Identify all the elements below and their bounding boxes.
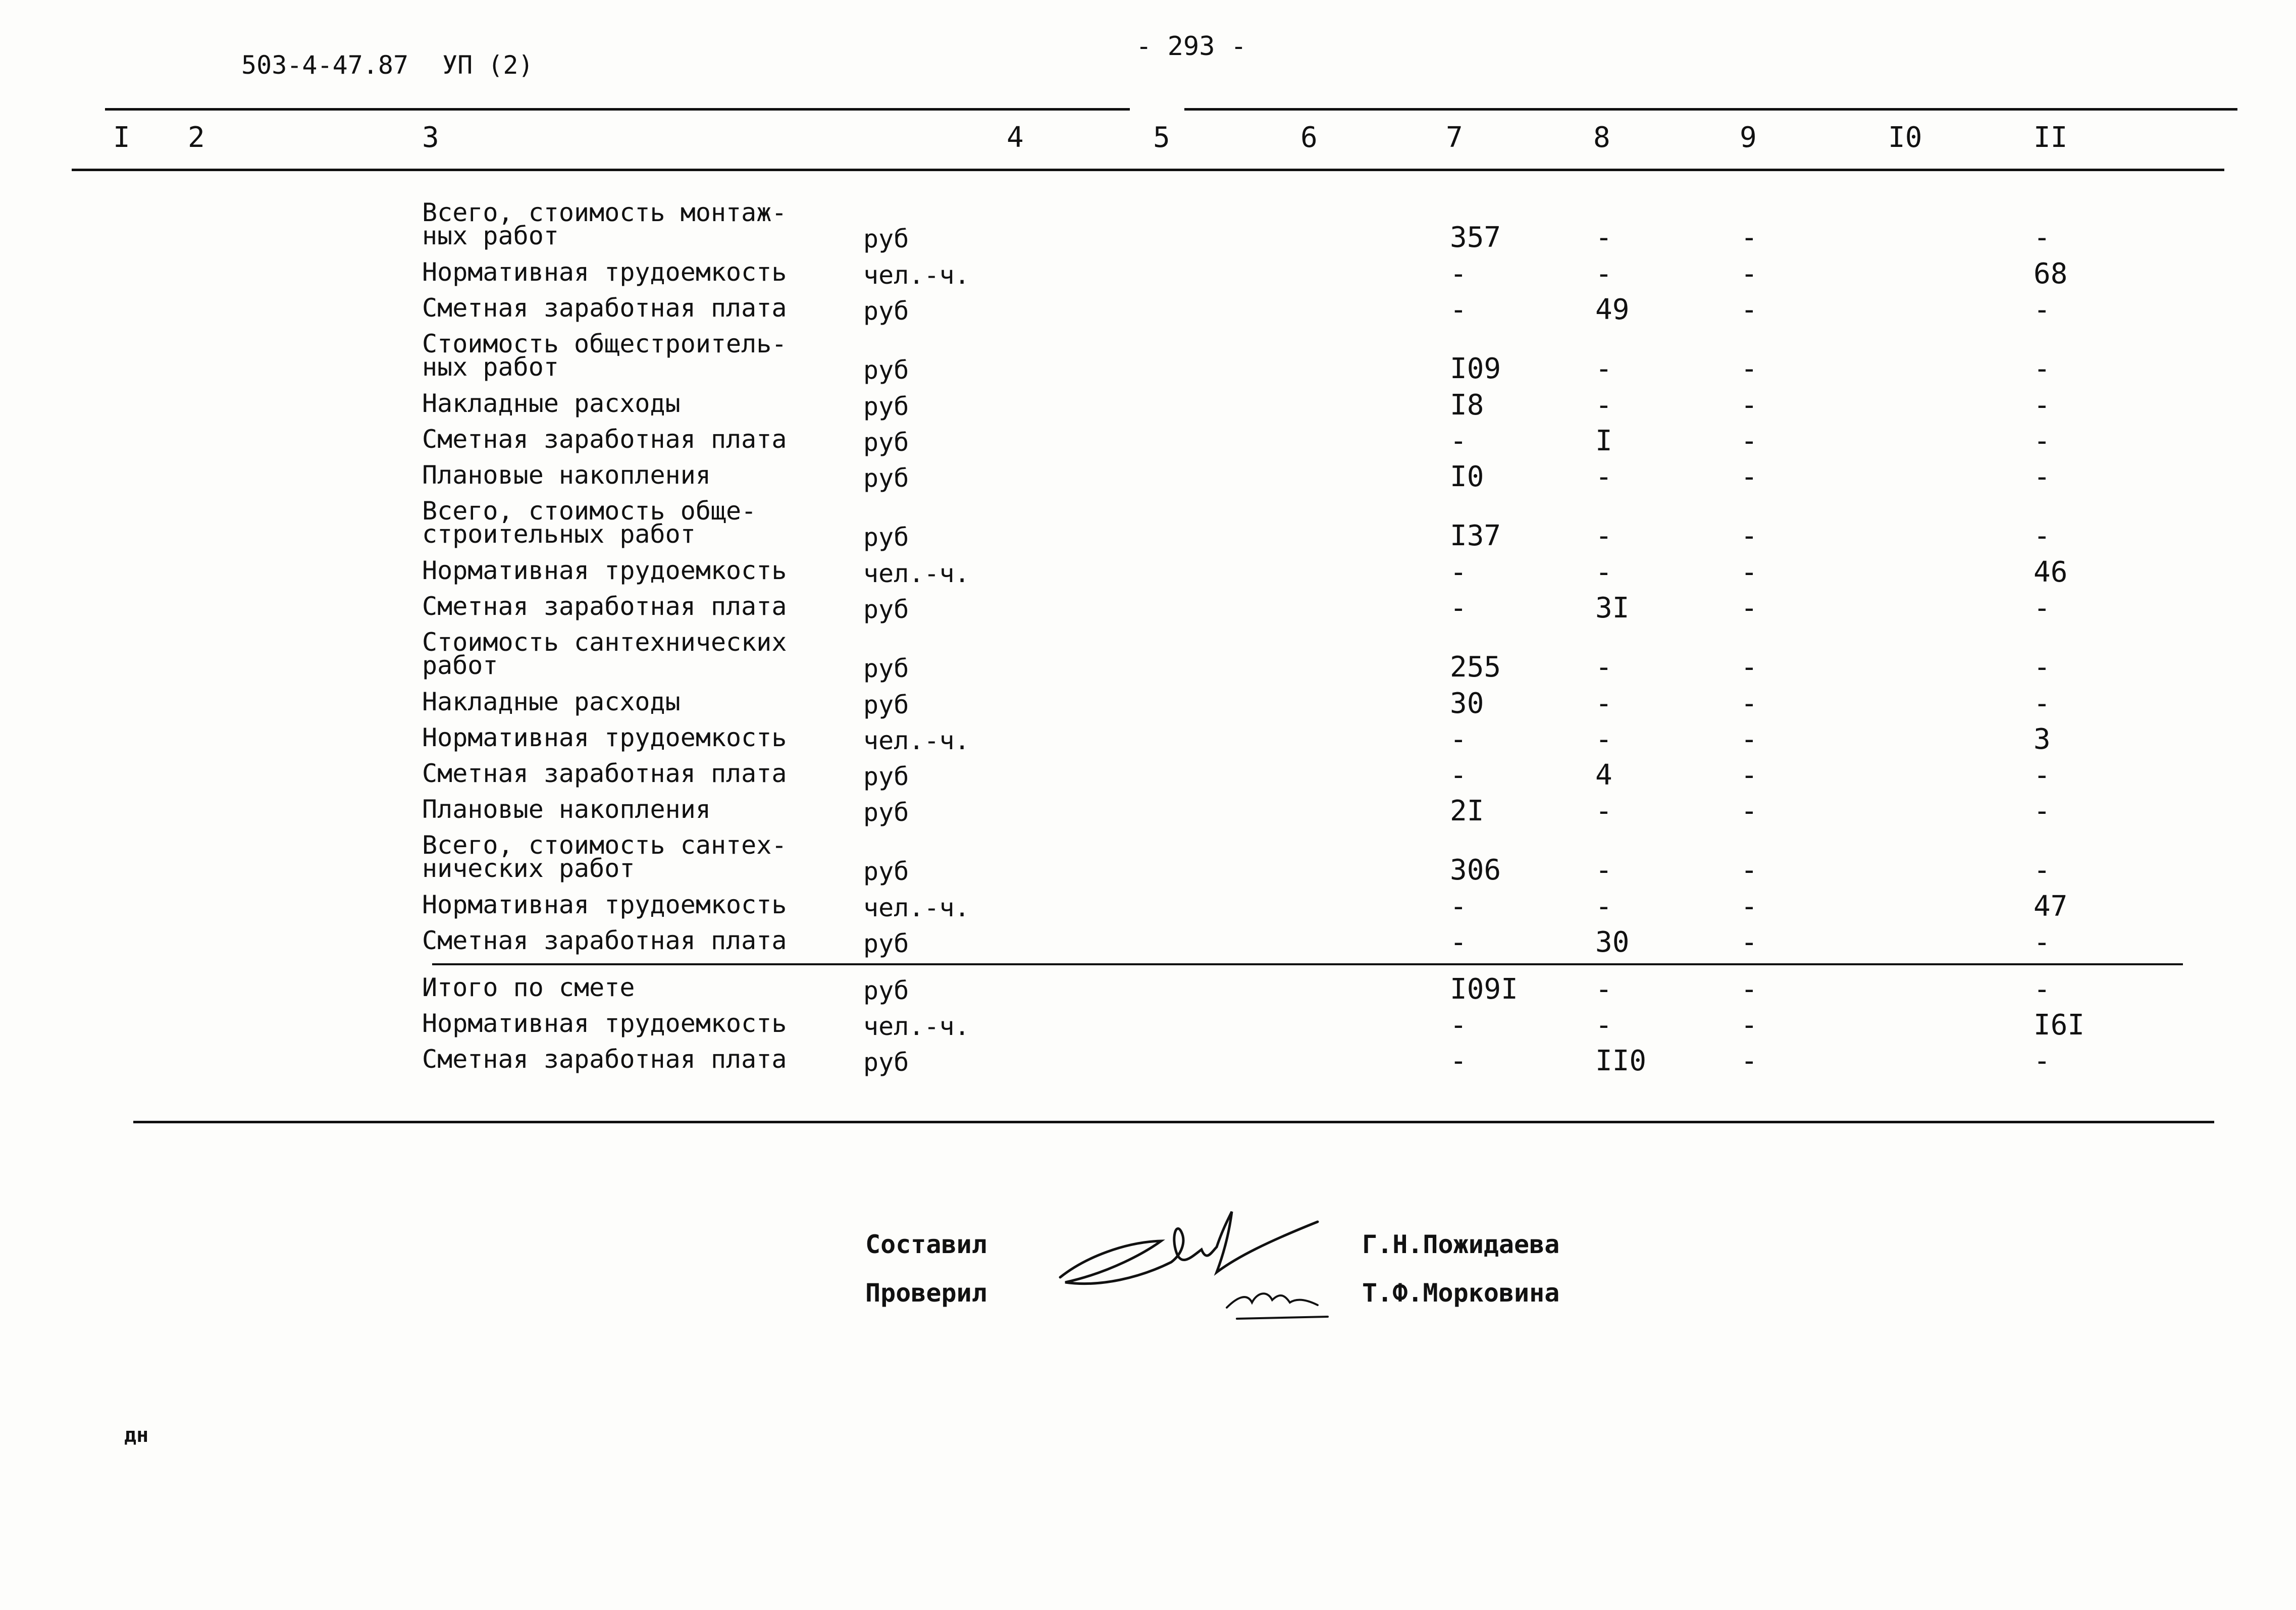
cell-col8: - [1595, 389, 1612, 422]
cell-col11: - [2033, 293, 2051, 326]
cell-col8: - [1595, 221, 1612, 254]
cell-col9: - [1741, 795, 1758, 827]
cell-col7: 2I [1450, 795, 1484, 827]
row-label: Сметная заработная плата [422, 592, 787, 621]
compiled-name: Г.Н.Пожидаева [1362, 1230, 1560, 1259]
cell-col8: - [1595, 890, 1612, 923]
row-label: Сметная заработная плата [422, 926, 787, 955]
row-label: Плановые накопления [422, 795, 711, 824]
cell-col7: - [1450, 293, 1467, 326]
row-unit: руб [863, 296, 909, 326]
cell-col7: 357 [1450, 221, 1501, 254]
row-unit: чел.-ч. [863, 726, 970, 755]
document-code: 503-4-47.87 [241, 50, 409, 80]
row-label: Стоимость сантехнических работ [422, 628, 787, 680]
cell-col7: - [1450, 556, 1467, 589]
cell-col9: - [1741, 651, 1758, 684]
cell-col9: - [1741, 1009, 1758, 1042]
cell-col7: - [1450, 759, 1467, 792]
cell-col9: - [1741, 723, 1758, 756]
cell-col8: - [1595, 520, 1612, 552]
cell-col11: - [2033, 1045, 2051, 1077]
row-unit: чел.-ч. [863, 893, 970, 922]
cell-col9: - [1741, 389, 1758, 422]
top-rule-left [105, 108, 1130, 111]
cell-col9: - [1741, 926, 1758, 959]
cell-col7: I37 [1450, 520, 1501, 552]
cell-col9: - [1741, 257, 1758, 290]
cell-col11: - [2033, 759, 2051, 792]
row-label: Нормативная трудоемкость [422, 1009, 787, 1038]
compiled-label: Составил [865, 1230, 987, 1259]
cell-col11: - [2033, 425, 2051, 457]
cell-col8: - [1595, 687, 1612, 720]
cell-col9: - [1741, 592, 1758, 625]
column-header: 6 [1300, 121, 1318, 154]
row-label: Сметная заработная плата [422, 425, 787, 454]
bottom-rule [133, 1121, 2214, 1123]
row-label: Нормативная трудоемкость [422, 556, 787, 585]
row-unit: чел.-ч. [863, 559, 970, 588]
cell-col7: - [1450, 257, 1467, 290]
cell-col7: I09I [1450, 973, 1518, 1006]
row-unit: руб [863, 762, 909, 791]
cell-col9: - [1741, 854, 1758, 887]
cell-col8: - [1595, 352, 1612, 385]
cell-col7: 30 [1450, 687, 1484, 720]
row-unit: руб [863, 690, 909, 719]
cell-col8: - [1595, 556, 1612, 589]
cell-col8: I [1595, 425, 1612, 457]
row-label: Сметная заработная плата [422, 1045, 787, 1074]
row-unit: руб [863, 355, 909, 385]
cell-col7: I0 [1450, 460, 1484, 493]
row-label: Стоимость общестроитель- ных работ [422, 329, 787, 382]
cell-col11: I6I [2033, 1009, 2085, 1042]
cell-col11: - [2033, 651, 2051, 684]
page-number: - 293 - [1136, 31, 1247, 62]
cell-col11: - [2033, 460, 2051, 493]
column-header: 2 [188, 121, 205, 154]
cell-col7: - [1450, 723, 1467, 756]
cell-col7: - [1450, 890, 1467, 923]
cell-col7: - [1450, 592, 1467, 625]
cell-col7: 255 [1450, 651, 1501, 684]
column-header: 5 [1153, 121, 1170, 154]
cell-col7: - [1450, 926, 1467, 959]
cell-col7: - [1450, 1045, 1467, 1077]
row-label: Сметная заработная плата [422, 293, 787, 323]
cell-col8: - [1595, 723, 1612, 756]
cell-col8: - [1595, 854, 1612, 887]
cell-col7: I09 [1450, 352, 1501, 385]
cell-col9: - [1741, 1045, 1758, 1077]
cell-col8: II0 [1595, 1045, 1647, 1077]
cell-col8: - [1595, 460, 1612, 493]
cell-col11: - [2033, 520, 2051, 552]
cell-col9: - [1741, 221, 1758, 254]
cell-col7: 306 [1450, 854, 1501, 887]
cell-col11: - [2033, 389, 2051, 422]
cell-col7: - [1450, 1009, 1467, 1042]
column-header: 3 [422, 121, 439, 154]
header-rule [72, 169, 2224, 171]
row-label: Итого по смете [422, 973, 635, 1002]
row-label: Плановые накопления [422, 460, 711, 490]
row-unit: чел.-ч. [863, 1012, 970, 1041]
row-unit: руб [863, 1048, 909, 1077]
row-label: Всего, стоимость монтаж- ных работ [422, 198, 787, 250]
cell-col8: 4 [1595, 759, 1612, 792]
checked-name: Т.Ф.Морковина [1362, 1278, 1560, 1308]
row-unit: руб [863, 392, 909, 421]
top-rule-right [1184, 108, 2237, 111]
cell-col11: - [2033, 592, 2051, 625]
row-unit: руб [863, 463, 909, 493]
cell-col8: - [1595, 973, 1612, 1006]
checked-label: Проверил [865, 1278, 987, 1308]
cell-col9: - [1741, 759, 1758, 792]
cell-col9: - [1741, 890, 1758, 923]
row-unit: руб [863, 224, 909, 253]
row-unit: руб [863, 929, 909, 958]
cell-col11: - [2033, 854, 2051, 887]
column-header: 9 [1740, 121, 1757, 154]
cell-col7: I8 [1450, 389, 1484, 422]
row-label: Нормативная трудоемкость [422, 723, 787, 752]
cell-col9: - [1741, 520, 1758, 552]
column-header: 8 [1593, 121, 1610, 154]
row-label: Всего, стоимость сантех- нических работ [422, 830, 787, 883]
row-label: Всего, стоимость обще- строительных работ [422, 496, 757, 549]
cell-col11: - [2033, 926, 2051, 959]
cell-col8: 49 [1595, 293, 1630, 326]
row-label: Накладные расходы [422, 687, 681, 716]
row-label: Сметная заработная плата [422, 759, 787, 788]
row-unit: руб [863, 976, 909, 1005]
cell-col11: 68 [2033, 257, 2068, 290]
cell-col8: - [1595, 1009, 1612, 1042]
cell-col9: - [1741, 973, 1758, 1006]
cell-col11: 3 [2033, 723, 2051, 756]
cell-col8: - [1595, 651, 1612, 684]
cell-col9: - [1741, 425, 1758, 457]
cell-col11: - [2033, 795, 2051, 827]
total-rule [432, 963, 2183, 965]
cell-col11: 47 [2033, 890, 2068, 923]
footer-mark: дн [124, 1424, 149, 1447]
row-unit: руб [863, 857, 909, 886]
cell-col8: - [1595, 257, 1612, 290]
cell-col7: - [1450, 425, 1467, 457]
handwritten-signature [1055, 1202, 1338, 1323]
cell-col11: - [2033, 352, 2051, 385]
column-header: I0 [1888, 121, 1922, 154]
column-header: 4 [1007, 121, 1024, 154]
cell-col9: - [1741, 460, 1758, 493]
cell-col9: - [1741, 556, 1758, 589]
cell-col11: - [2033, 221, 2051, 254]
cell-col11: - [2033, 973, 2051, 1006]
column-header: I [113, 121, 130, 154]
row-label: Накладные расходы [422, 389, 681, 418]
cell-col9: - [1741, 352, 1758, 385]
cell-col11: - [2033, 687, 2051, 720]
column-header: II [2033, 121, 2068, 154]
row-label: Нормативная трудоемкость [422, 890, 787, 919]
cell-col8: 3I [1595, 592, 1630, 625]
row-unit: руб [863, 654, 909, 683]
row-unit: руб [863, 798, 909, 827]
column-header: 7 [1446, 121, 1463, 154]
cell-col11: 46 [2033, 556, 2068, 589]
row-unit: руб [863, 428, 909, 457]
row-unit: руб [863, 523, 909, 552]
row-label: Нормативная трудоемкость [422, 257, 787, 287]
cell-col9: - [1741, 687, 1758, 720]
row-unit: чел.-ч. [863, 261, 970, 290]
cell-col8: 30 [1595, 926, 1630, 959]
cell-col9: - [1741, 293, 1758, 326]
cell-col8: - [1595, 795, 1612, 827]
sheet-label: УП (2) [442, 50, 534, 80]
row-unit: руб [863, 595, 909, 624]
